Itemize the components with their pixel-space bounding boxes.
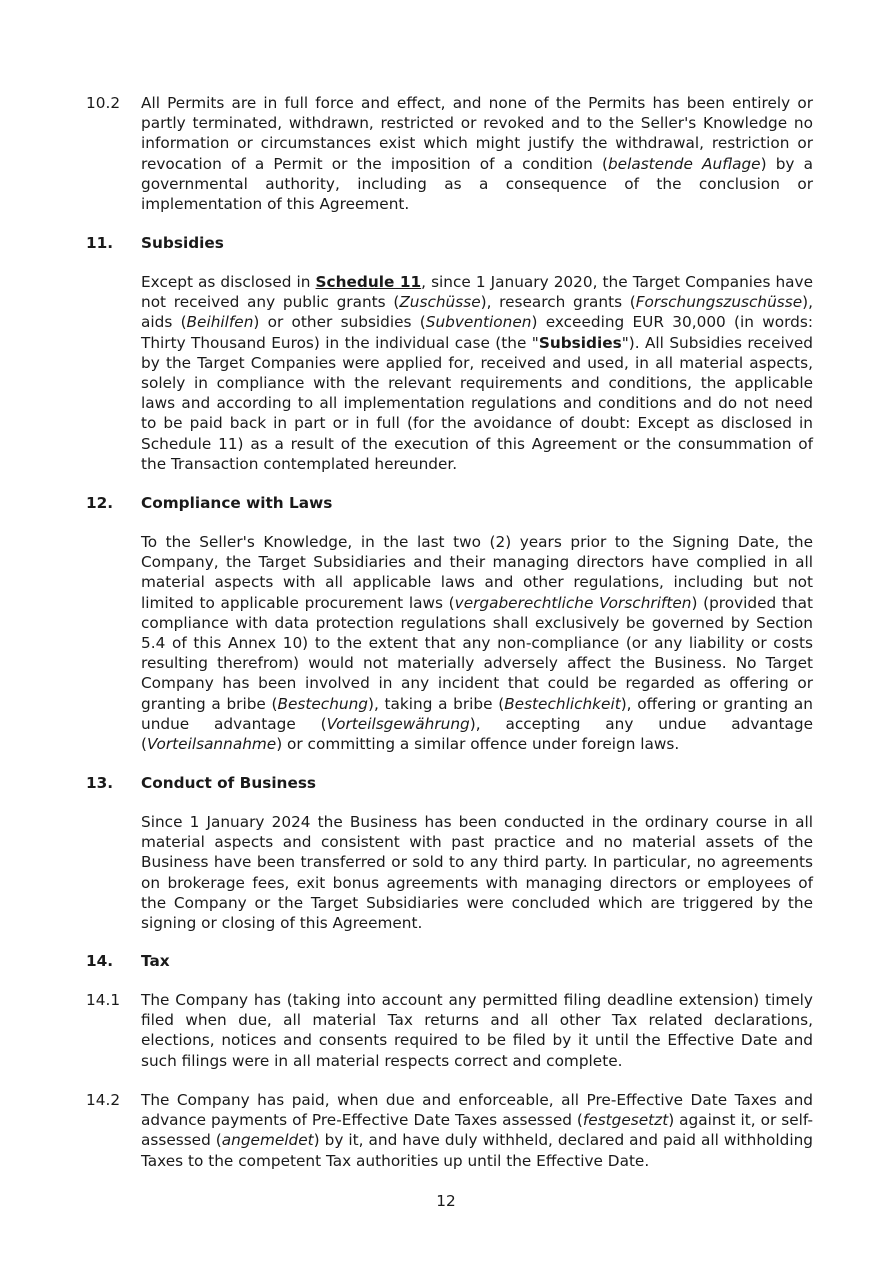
section-number-12: 12. xyxy=(86,494,114,512)
section-title-compliance-with-laws: Compliance with Laws xyxy=(141,494,333,512)
clause-10-2-text: All Permits are in full force and effect, and none of the Permits has been entirely or partly terminated, withdrawn, restricted or revoked and to the Seller's Knowledge no information or circumstances exist which might justify the withdrawal, restriction or revocation of a Permit or the imposition of a condition (belastende Auflage) by a governmental authority, including as a consequence of the conclusion or implementation of this Agreement. xyxy=(141,94,813,214)
clause-number-14-2: 14.2 xyxy=(86,1091,121,1109)
section-title-tax: Tax xyxy=(141,952,170,970)
section-13-text: Since 1 January 2024 the Business has been conducted in the ordinary course in all material aspects and consistent with past practice and no material assets of the Business have been transferred or sold to any third party. In particular, no agreements on brokerage fees, exit bonus agreements with managing directors or employees of the Company or the Target Subsidiaries were concluded which are triggered by the signing or closing of this Agreement. xyxy=(141,813,813,933)
section-title-conduct-of-business: Conduct of Business xyxy=(141,774,317,792)
section-number-11: 11. xyxy=(86,234,114,252)
clause-14-1-text: The Company has (taking into account any permitted filing deadline extension) timely filed when due, all material Tax returns and all other Tax related declarations, elections, notices and consents required to be filed by it until the Effective Date and such filings were in all material respects correct and complete. xyxy=(141,991,813,1070)
clause-14-2-text: The Company has paid, when due and enforceable, all Pre-Effective Date Taxes and advance payments of Pre-Effective Date Taxes assessed (festgesetzt) against it, or self-assessed (angemeldet) by it, and have duly withheld, declared and paid all withholding Taxes to the competent Tax authorities up until the Effective Date. xyxy=(141,1091,813,1170)
page-number: 12 xyxy=(436,1192,456,1210)
schedule-11-link[interactable]: Schedule 11 xyxy=(315,273,422,291)
section-number-13: 13. xyxy=(86,774,114,792)
clause-number-10-2: 10.2 xyxy=(86,94,121,112)
section-title-subsidies: Subsidies xyxy=(141,234,224,252)
section-11-text: Except as disclosed in Schedule 11, since 1 January 2020, the Target Companies have not received any public grants (Zuschüsse), research grants (Forschungszuschüsse), aids (Beihilfen) or other subsidies (Subventionen) exceeding EUR 30,000 (in words: Thirty Thousand Euros) in the individual case (the "Subsidies"). All Subsidies received by the Target Companies were applied for, received and used, in all material aspects, solely in compliance with the relevant requirements and conditions, the applicable laws and according to all implementation regulations and conditions and do not need to be paid back in part or in full (for the avoidance of doubt: Except as disclosed in Schedule 11) as a result of the execution of this Agreement or the consummation of the Transaction contemplated hereunder. xyxy=(141,273,814,473)
section-12-text: To the Seller's Knowledge, in the last two (2) years prior to the Signing Date, the Company, the Target Subsidiaries and their managing directors have complied in all material aspects with all applicable laws and other regulations, including but not limited to applicable procurement laws (vergaberechtliche Vorschriften) (provided that compliance with data protection regulations shall exclusively be governed by Section 5.4 of this Annex 10) to the extent that any non-compliance (or any liability or costs resulting therefrom) would not materially adversely affect the Business. No Target Company has been involved in any incident that could be regarded as offering or granting a bribe (Bestechung), taking a bribe (Bestechlichkeit), offering or granting an undue advantage (Vorteilsgewährung), accepting any undue advantage (Vorteilsannahme) or committing a similar offence under foreign laws. xyxy=(141,533,813,754)
section-number-14: 14. xyxy=(86,952,114,970)
clause-number-14-1: 14.1 xyxy=(86,991,121,1009)
